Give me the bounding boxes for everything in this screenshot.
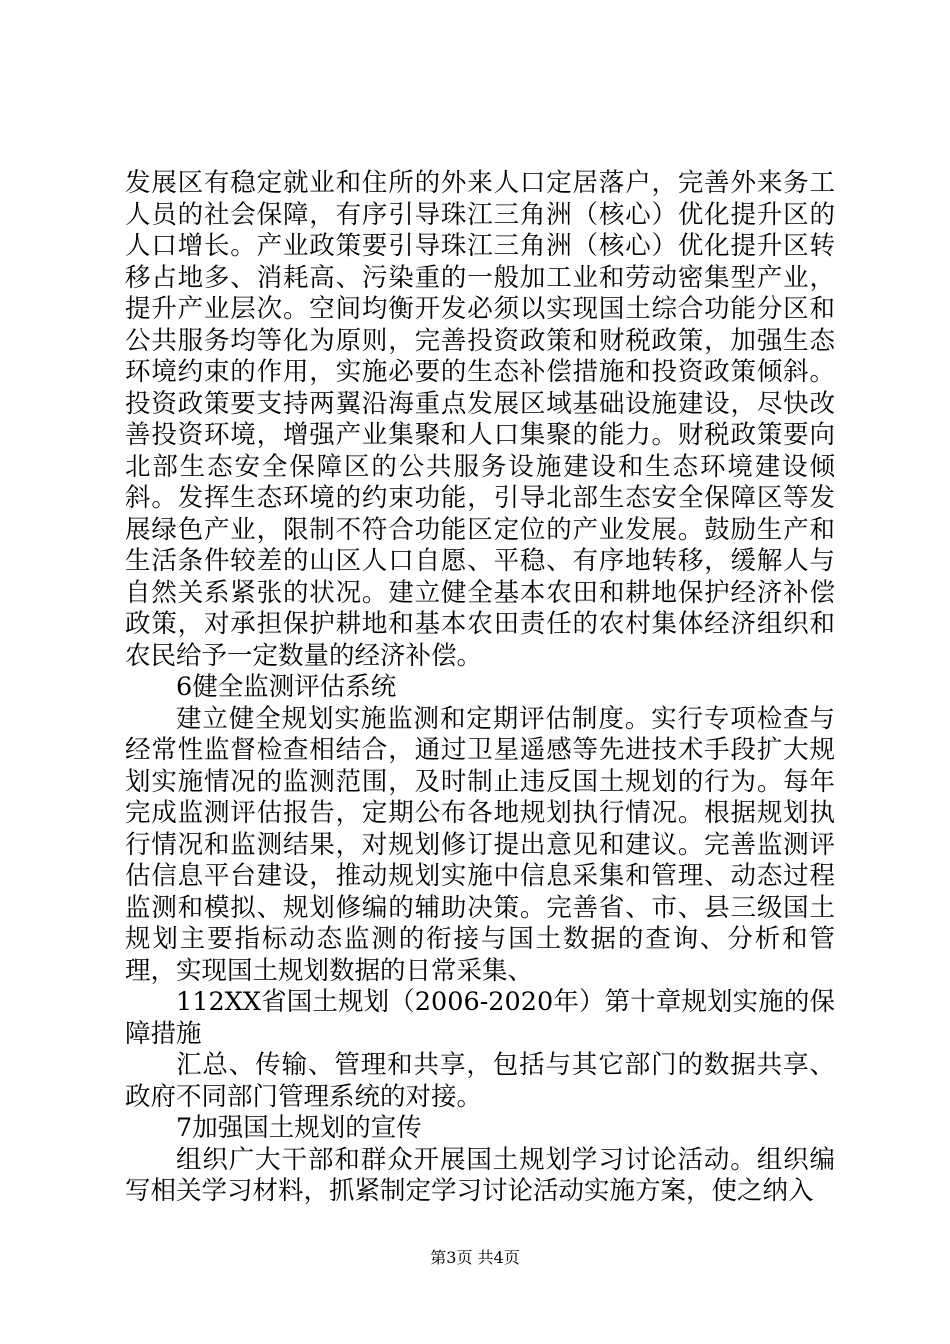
section-heading-publicity: 7加强国土规划的宣传: [176, 1113, 422, 1143]
running-header-text: 112XX省国土规划（2006-2020年）第十章规划实施的保障措施: [125, 987, 835, 1049]
paragraph-publicity: 组织广大干部和群众开展国土规划学习讨论活动。组织编写相关学习材料，抓紧制定学习讨论活动实施方案，使之纳入: [125, 1144, 835, 1206]
paragraph-continuation: 发展区有稳定就业和住所的外来人口定居落户，完善外来务工人员的社会保障，有序引导珠江三角洲（核心）优化提升区的人口增长。产业政策要引导珠江三角洲（核心）优化提升区转移占地多、消耗高、污染重的一般加工业和劳动密集型产业，提升产业层次。空间均衡开发必须以实现国土综合功能分区和公共服务均等化为原则，完善投资政策和财税政策，加强生态环境约束的作用，实施必要的生态补偿措施和投资政策倾斜。投资政策要支持两翼沿海重点发展区域基础设施建设，尽快改善投资环境，增强产业集聚和人口集聚的能力。财税政策要向北部生态安全保障区的公共服务设施建设和生态环境建设倾斜。发挥生态环境的约束功能，引导北部生态安全保障区等发展绿色产业，限制不符合功能区定位的产业发展。鼓励生产和生活条件较差的山区人口自愿、平稳、有序地转移，缓解人与自然关系紧张的状况。建立健全基本农田和耕地保护经济补偿政策，对承担保护耕地和基本农田责任的农村集体经济组织和农民给予一定数量的经济补偿。: [125, 168, 835, 671]
page-number-footer: 第3页 共4页: [430, 1248, 520, 1267]
document-body: [125, 168, 835, 1208]
section-heading-monitoring: 6健全监测评估系统: [176, 672, 397, 702]
paragraph-data-sharing: 汇总、传输、管理和共享，包括与其它部门的数据共享、政府不同部门管理系统的对接。: [125, 1050, 835, 1112]
paragraph-monitoring: 建立健全规划实施监测和定期评估制度。实行专项检查与经常性监督检查相结合，通过卫星遥感等先进技术手段扩大规划实施情况的监测范围，及时制止违反国土规划的行为。每年完成监测评估报告，定期公布各地规划执行情况。根据规划执行情况和监测结果，对规划修订提出意见和建议。完善监测评估信息平台建设，推动规划实施中信息采集和管理、动态过程监测和模拟、规划修编的辅助决策。完善省、市、县三级国土规划主要指标动态监测的衔接与国土数据的查询、分析和管理，实现国土规划数据的日常采集、: [125, 703, 835, 986]
